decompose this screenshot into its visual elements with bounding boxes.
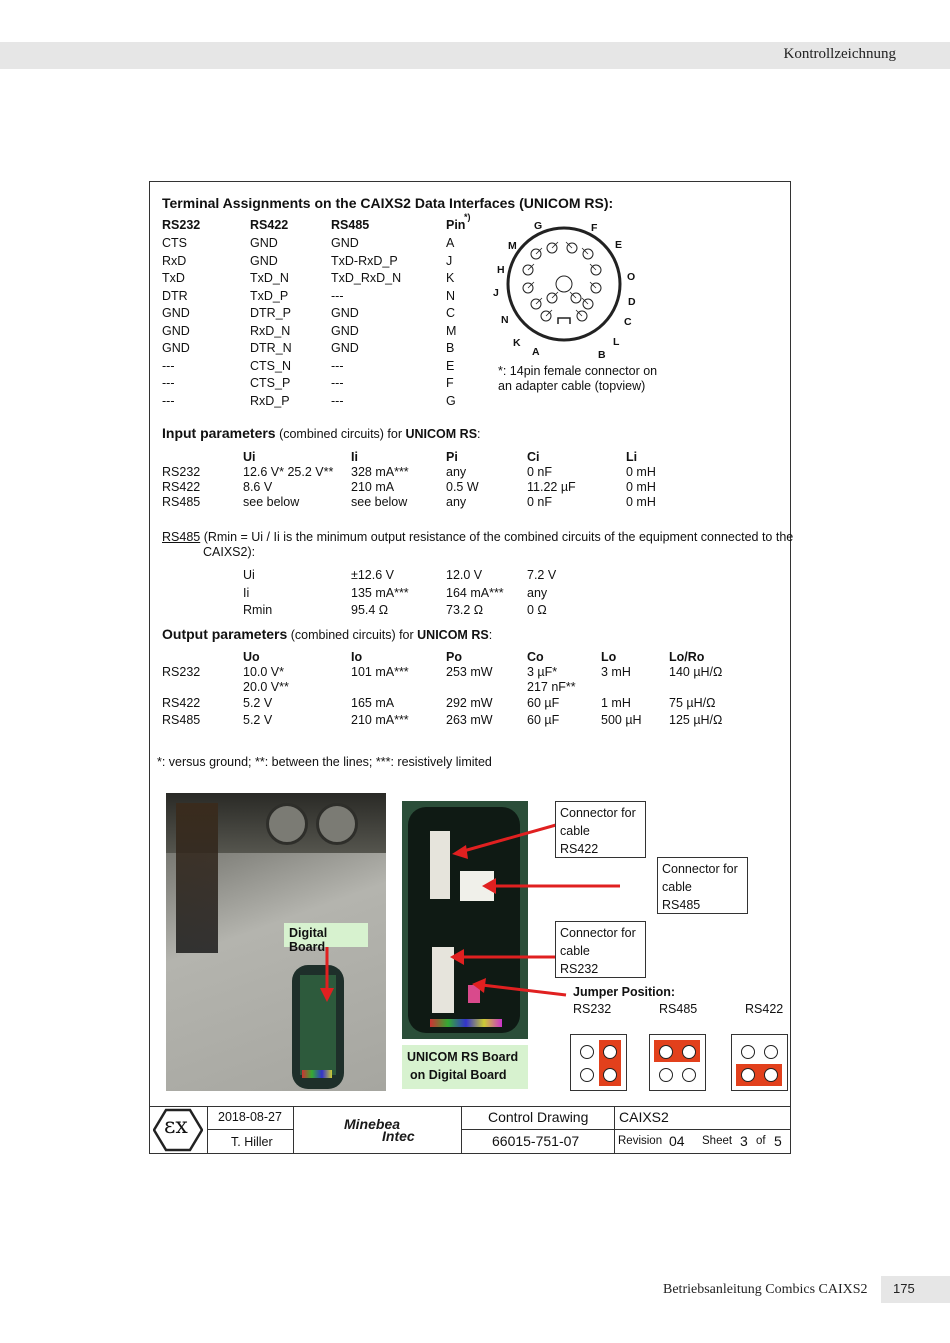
terminal-cell: C	[446, 306, 456, 320]
input-cell: 11.22 µF	[527, 480, 576, 494]
jumper-label-rs485: RS485	[659, 1002, 698, 1016]
terminal-cell: GND	[331, 323, 359, 338]
digital-board-label: Digital Board	[284, 923, 368, 947]
connector-key	[558, 318, 570, 324]
output-cell: 60 µF	[527, 713, 560, 727]
terminal-cell: ---	[331, 288, 344, 303]
tb-date: 2018-08-27	[218, 1110, 282, 1124]
jumper-rs422	[731, 1034, 788, 1091]
terminal-cell: TxD-RxD_P	[331, 253, 398, 268]
terminal-cell: DTR_N	[250, 341, 292, 355]
input-cell: 0 mH	[626, 465, 656, 479]
output-cell: RS232	[162, 665, 201, 679]
terminal-cell: GND	[162, 323, 190, 338]
input-cell: any	[446, 465, 467, 479]
pin	[603, 1045, 617, 1059]
output-cell: 500 µH	[601, 713, 642, 727]
terminal-cell: ---	[162, 358, 175, 373]
terminal-cell: TxD_P	[250, 288, 289, 303]
output-title-bold: Output parameters	[162, 626, 288, 642]
tb-doc-type: Control Drawing	[488, 1109, 589, 1125]
connector-letter: L	[613, 336, 620, 348]
output-cell: 5.2 V	[243, 696, 273, 710]
header-title: Kontrollzeichnung	[783, 46, 896, 62]
rs485-note-text: (Rmin = Ui / Ii is the minimum output resistance of the combined circuits of the equipment connected to the	[200, 530, 794, 544]
input-title-unicom: UNICOM RS	[405, 427, 478, 441]
input-cell: 0 mH	[626, 495, 656, 509]
pin	[741, 1045, 755, 1059]
tb-product: CAIXS2	[619, 1109, 669, 1125]
rs485-cell: ±12.6 V	[351, 568, 394, 582]
unicom-ribbon	[430, 1019, 502, 1027]
rs485-cell: Ui	[243, 568, 255, 582]
terminal-cell: DTR	[162, 288, 188, 303]
rs485-cell: any	[527, 585, 548, 600]
output-cell: 210 mA***	[351, 713, 409, 727]
rs485-cell: 0 Ω	[527, 603, 547, 617]
connector-note-2: an adapter cable (topview)	[498, 379, 646, 393]
input-params-title	[162, 425, 481, 441]
connector-pins	[523, 242, 601, 321]
output-cell: 10.0 V*	[243, 665, 285, 679]
rs485-cell: Rmin	[243, 603, 273, 617]
terminal-cell: CTS	[162, 236, 187, 250]
terminal-col-header: Pin	[446, 218, 466, 232]
gland-1	[266, 803, 308, 845]
label-rs485-l3: RS485	[662, 898, 701, 912]
output-col-header: Co	[527, 650, 544, 664]
terminal-cell: GND	[162, 306, 190, 320]
label-rs422-l1: Connector for	[560, 806, 636, 820]
output-cell: 75 µH/Ω	[669, 696, 716, 710]
input-title-end: :	[477, 427, 481, 441]
rs485-cell: 164 mA***	[446, 585, 504, 600]
connector-letter: G	[534, 220, 543, 232]
input-cell: 0.5 W	[446, 480, 479, 494]
output-cell: 20.0 V**	[243, 680, 289, 694]
tb-sheet-total: 5	[774, 1133, 782, 1149]
jumper-rs485	[649, 1034, 706, 1091]
pin	[764, 1045, 778, 1059]
label-rs485	[657, 857, 748, 914]
connector-letter: F	[591, 222, 598, 234]
input-cell: 12.6 V* 25.2 V**	[243, 465, 334, 479]
tb-sheet-label: Sheet	[702, 1135, 733, 1147]
terminal-cell: DTR_P	[250, 306, 291, 320]
connector-note-1: *: 14pin female connector on	[498, 364, 658, 378]
terminal-cell: RxD	[162, 253, 187, 268]
terminal-cell: N	[446, 288, 456, 303]
terminal-cell: G	[446, 393, 456, 408]
output-cell: RS485	[162, 713, 201, 727]
tb-revision-label: Revision	[618, 1135, 663, 1147]
output-cell: 3 mH	[601, 665, 631, 679]
rs485-note-line2: CAIXS2):	[203, 545, 256, 559]
rs485-cell: 12.0 V	[446, 568, 483, 582]
unicom-label-line1: UNICOM RS Board	[407, 1050, 519, 1064]
output-col-header: Lo/Ro	[669, 650, 705, 664]
input-col-header: Ui	[243, 450, 256, 464]
pin	[741, 1068, 755, 1082]
terminal-col-header: RS422	[250, 218, 289, 232]
label-rs232-l1: Connector for	[560, 926, 636, 940]
jumper-label-rs232: RS232	[573, 1002, 612, 1016]
output-title-suffix: (combined circuits) for	[287, 628, 418, 642]
jumper-label-rs422: RS422	[745, 1002, 784, 1016]
connector-letter: K	[513, 337, 521, 349]
label-rs422-l3: RS422	[560, 842, 599, 856]
unicom-label	[402, 1045, 528, 1089]
arrow-head-rs422	[452, 845, 468, 859]
input-cell: see below	[243, 495, 300, 509]
connector-letter: B	[598, 349, 606, 361]
output-col-header: Lo	[601, 650, 617, 664]
input-col-header: Ii	[351, 450, 358, 464]
input-cell: see below	[351, 495, 408, 509]
terminal-title: Terminal Assignments on the CAIXS2 Data Interfaces (UNICOM RS):	[162, 195, 614, 211]
output-cell: 263 mW	[446, 713, 493, 727]
terminal-cell: K	[446, 271, 455, 285]
pin	[580, 1068, 594, 1082]
rs485-cell: 95.4 Ω	[351, 603, 389, 617]
terminal-col-header: RS232	[162, 218, 201, 232]
input-cell: 328 mA***	[351, 465, 409, 479]
output-col-header: Uo	[243, 650, 260, 664]
terminal-cell: E	[446, 358, 455, 373]
input-cell: RS232	[162, 465, 201, 479]
unicom-label-line2: on Digital Board	[410, 1068, 507, 1082]
pin	[603, 1068, 617, 1082]
label-rs232-l3: RS232	[560, 962, 599, 976]
arrow-head-rs485	[482, 878, 496, 894]
gland-2	[316, 803, 358, 845]
connector-diagram	[488, 212, 648, 362]
label-rs232-l2: cable	[560, 944, 590, 958]
input-cell: 8.6 V	[243, 480, 273, 494]
tb-drawing-no: 66015-751-07	[492, 1133, 580, 1149]
terminal-cell: ---	[331, 358, 344, 373]
output-title-unicom: UNICOM RS	[417, 628, 489, 642]
output-cell: 101 mA***	[351, 665, 409, 679]
output-cell: 1 mH	[601, 696, 631, 710]
pin	[659, 1068, 673, 1082]
input-title-bold: Input parameters	[162, 425, 276, 441]
terminal-cell: TxD	[162, 271, 185, 285]
connector-letter: C	[624, 316, 632, 328]
tb-of-label: of	[756, 1135, 766, 1147]
pin	[580, 1045, 594, 1059]
terminal-cell: RxD_N	[250, 323, 291, 338]
rs485-note-line1	[162, 530, 793, 544]
input-cell: 210 mA	[351, 480, 395, 494]
input-cell: RS485	[162, 495, 201, 509]
pin	[682, 1068, 696, 1082]
output-params-title	[162, 626, 492, 642]
terminal-cell: GND	[331, 236, 359, 250]
pin	[682, 1045, 696, 1059]
terminal-cell: CTS_N	[250, 358, 291, 373]
rs485-cell: 73.2 Ω	[446, 603, 484, 617]
terminal-cell: GND	[250, 236, 278, 250]
output-col-header: Io	[351, 650, 363, 664]
label-rs485-l1: Connector for	[662, 862, 738, 876]
terminal-col-header: RS485	[331, 218, 370, 232]
terminal-cell: TxD_RxD_N	[331, 271, 402, 285]
connector-letter: M	[508, 240, 517, 252]
terminal-cell: TxD_N	[250, 271, 289, 285]
terminal-cell: RxD_P	[250, 393, 290, 408]
terminal-cell: F	[446, 376, 454, 390]
terminal-cell: ---	[162, 393, 175, 408]
output-cell: 253 mW	[446, 665, 493, 679]
terminal-cell: GND	[331, 341, 359, 355]
footnote: *: versus ground; **: between the lines; ***: resistively limited	[157, 755, 492, 769]
cable-bundle	[176, 803, 218, 953]
terminal-cell: CTS_P	[250, 376, 291, 390]
connector-letter: N	[501, 314, 509, 326]
terminal-cell: ---	[331, 376, 344, 390]
output-cell: 292 mW	[446, 696, 493, 710]
connector-letter: E	[615, 239, 623, 251]
rs485-cell: 135 mA***	[351, 585, 409, 600]
terminal-cell: J	[446, 253, 453, 268]
connector-center-pin	[556, 276, 572, 292]
logo-line2: Intec	[382, 1128, 415, 1144]
footer-doc-title: Betriebsanleitung Combics CAIXS2	[663, 1282, 868, 1297]
input-cell: 0 mH	[626, 480, 656, 494]
connector-letter: H	[497, 264, 505, 276]
connector-letter: D	[628, 296, 636, 308]
output-title-end: :	[488, 628, 493, 642]
terminal-cell: M	[446, 323, 457, 338]
input-col-header: Li	[626, 450, 638, 464]
footer-page-number: 175	[893, 1281, 915, 1296]
tb-sheet: 3	[740, 1133, 748, 1149]
input-cell: 0 nF	[527, 465, 553, 479]
ex-mark: εx	[164, 1114, 188, 1139]
rs485-cell: 7.2 V	[527, 568, 557, 582]
label-rs422	[555, 801, 646, 858]
terminal-cell: A	[446, 236, 455, 250]
input-title-suffix: (combined circuits) for	[275, 427, 406, 441]
input-col-header: Ci	[527, 450, 540, 464]
arrow-head-jumper	[472, 978, 486, 993]
board-ribbon	[302, 1070, 332, 1078]
output-cell: 217 nF**	[527, 680, 576, 694]
input-cell: RS422	[162, 480, 201, 494]
output-cell: RS422	[162, 696, 201, 710]
output-col-header: Po	[446, 650, 462, 664]
output-cell: 165 mA	[351, 696, 395, 710]
input-cell: any	[446, 495, 467, 509]
rs485-cell: Ii	[243, 585, 250, 600]
page-header	[0, 42, 950, 69]
connector-letter: J	[493, 287, 499, 299]
label-rs422-l2: cable	[560, 824, 590, 838]
terminal-cell: GND	[331, 306, 359, 320]
input-cell: 0 nF	[527, 495, 553, 509]
input-col-header: Pi	[446, 450, 458, 464]
connector-letter: A	[532, 346, 540, 358]
output-cell: 3 µF*	[527, 665, 558, 679]
output-cell: 5.2 V	[243, 713, 273, 727]
terminal-cell: GND	[250, 253, 278, 268]
rs485-link[interactable]: RS485	[162, 530, 201, 544]
jumper-rs232	[570, 1034, 627, 1091]
terminal-cell: B	[446, 341, 455, 355]
output-cell: 125 µH/Ω	[669, 713, 723, 727]
tb-author: T. Hiller	[231, 1135, 273, 1149]
output-cell: 60 µF	[527, 696, 560, 710]
logo-line1: Minebea	[344, 1116, 401, 1132]
terminal-cell: ---	[331, 393, 344, 408]
terminal-cell: GND	[162, 341, 190, 355]
label-rs485-l2: cable	[662, 880, 692, 894]
tb-revision: 04	[669, 1133, 685, 1149]
footer-page-box	[881, 1276, 950, 1303]
output-cell: 140 µH/Ω	[669, 665, 723, 679]
pin	[659, 1045, 673, 1059]
jumper-title: Jumper Position:	[573, 985, 676, 999]
label-rs232	[555, 921, 646, 978]
terminal-pin-mark: *)	[464, 212, 471, 222]
terminal-cell: ---	[162, 376, 175, 390]
pin	[764, 1068, 778, 1082]
connector-letter: O	[627, 271, 636, 283]
arrow-head-rs232	[450, 949, 464, 965]
